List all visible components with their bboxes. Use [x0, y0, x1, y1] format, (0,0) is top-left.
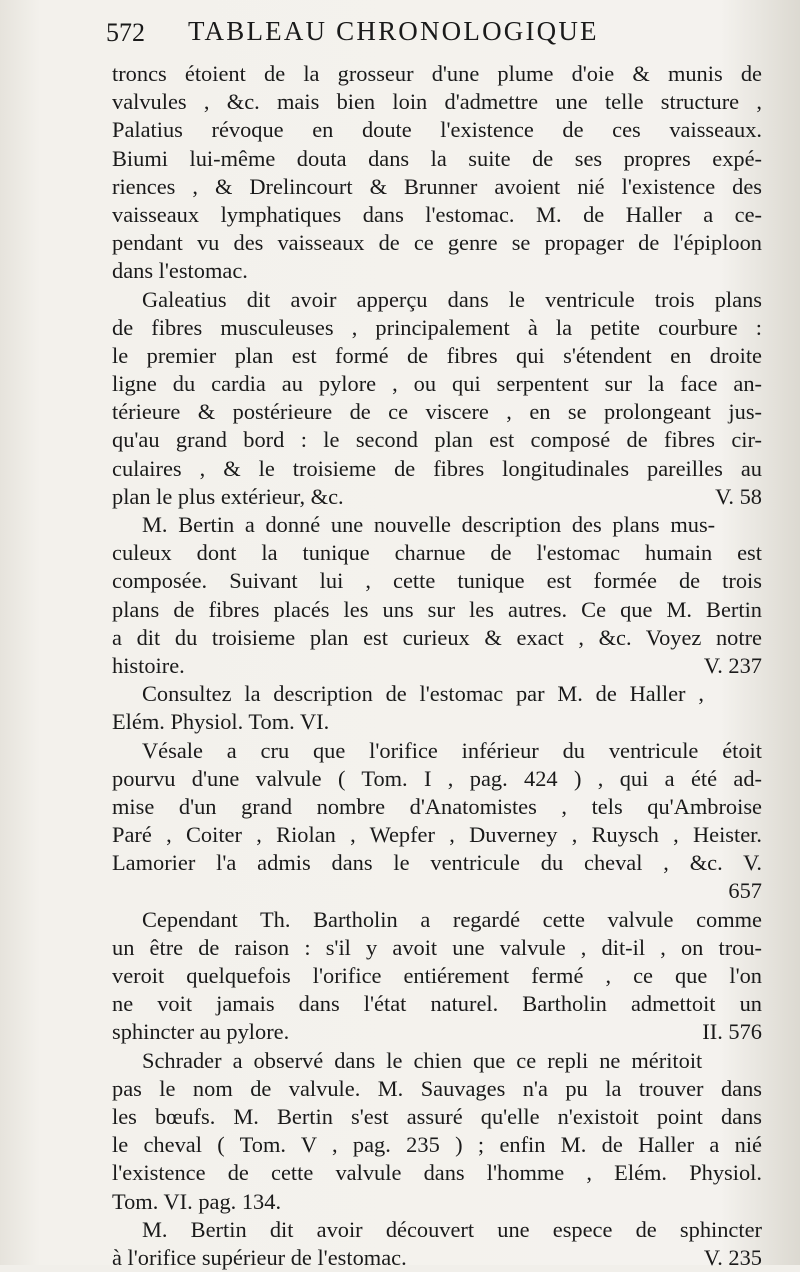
text-line: Palatius révoque en doute l'existence de ces vaisseaux.: [112, 117, 762, 143]
text-line: le cheval ( Tom. V , pag. 235 ) ; enfin M. de Haller a nié: [112, 1132, 762, 1158]
volume-reference: 657: [728, 878, 762, 904]
text-line: un être de raison : s'il y avoit une valvule , dit-il , on trou-: [112, 934, 762, 960]
text-line: Paré , Coiter , Riolan , Wepfer , Duverney , Ruysch , Heister.: [112, 822, 762, 848]
text-line: culaires , & le troisieme de fibres longitudinales pareilles au: [112, 455, 762, 481]
text-line: composée. Suivant lui , cette tunique est formée de trois: [112, 568, 762, 594]
text-line: térieure & postérieure de ce viscere , en se prolongeant jus-: [112, 399, 762, 425]
text-line: plans de fibres placés les uns sur les autres. Ce que M. Bertin: [112, 596, 762, 622]
text-line: Cependant Th. Bartholin a regardé cette valvule comme: [142, 906, 762, 932]
text-line: les bœufs. M. Bertin s'est assuré qu'elle n'existoit point dans: [112, 1103, 762, 1129]
text-line: valvules , &c. mais bien loin d'admettre une telle structure ,: [112, 89, 762, 115]
text-line: Galeatius dit avoir apperçu dans le ventricule trois plans: [142, 286, 762, 312]
volume-reference: V. 235: [703, 1244, 762, 1270]
text-line: plan le plus extérieur, &c. V. 58: [112, 483, 762, 511]
text-line: Tom. VI. pag. 134.: [112, 1188, 282, 1214]
text-line: Elém. Physiol. Tom. VI.: [112, 709, 330, 735]
volume-reference: II. 576: [702, 1019, 762, 1045]
text-line: le premier plan est formé de fibres qui s'étendent en droite: [112, 342, 762, 368]
text-line: à l'orifice supérieur de l'estomac. V. 235: [112, 1244, 762, 1272]
text-line: qu'au grand bord : le second plan est composé de fibres cir-: [112, 427, 762, 453]
text-line: sphincter au pylore. II. 576: [112, 1018, 762, 1046]
volume-reference: V. 58: [715, 483, 762, 509]
running-header: [106, 14, 686, 54]
text-line: M. Bertin a donné une nouvelle description des plans mus-: [142, 512, 716, 537]
text-line: ne voit jamais dans l'état naturel. Bartholin admettoit un: [112, 991, 762, 1017]
text-body: [112, 60, 762, 1272]
text-line: de fibres musculeuses , principalement à la petite courbure :: [112, 314, 762, 340]
text-line: culeux dont la tunique charnue de l'estomac humain est: [112, 540, 762, 566]
text-line: pourvu d'une valvule ( Tom. I , pag. 424 ) , qui a été ad-: [112, 765, 762, 791]
text-line: pas le nom de valvule. M. Sauvages n'a pu la trouver dans: [112, 1075, 762, 1101]
page-number: 572: [106, 18, 145, 47]
text-line: dans l'estomac.: [112, 258, 248, 284]
text-line: Schrader a observé dans le chien que ce repli ne méritoit: [142, 1047, 703, 1073]
text-line: l'existence de cette valvule dans l'homme , Elém. Physiol.: [112, 1160, 762, 1186]
text-line: Lamorier l'a admis dans le ventricule du cheval , &c. V.: [112, 850, 762, 876]
text-line: Consultez la description de l'estomac par M. de Haller ,: [142, 681, 704, 707]
text-line: M. Bertin dit avoir découvert une espece de sphincter: [142, 1216, 762, 1242]
text-line: vaisseaux lymphatiques dans l'estomac. M. de Haller a ce-: [112, 201, 762, 227]
text-line: troncs étoient de la grosseur d'une plume d'oie & munis de: [112, 61, 762, 86]
text-line: veroit quelquefois l'orifice entiérement fermé , ce que l'on: [112, 963, 762, 988]
volume-reference: V. 237: [703, 652, 762, 678]
text-line: Vésale a cru que l'orifice inférieur du ventricule étoit: [142, 737, 762, 763]
text-line: riences , & Drelincourt & Brunner avoient nié l'existence des: [112, 173, 762, 199]
text-line: Biumi lui-même douta dans la suite de ses propres expé-: [112, 145, 762, 171]
text-line: mise d'un grand nombre d'Anatomistes , tels qu'Ambroise: [112, 793, 762, 819]
page-title: TABLEAU CHRONOLOGIQUE: [188, 16, 599, 46]
text-line: ligne du cardia au pylore , ou qui serpentent sur la face an-: [112, 371, 762, 397]
text-line: histoire. V. 237: [112, 652, 762, 680]
text-line: a dit du troisieme plan est curieux & exact , &c. Voyez notre: [112, 624, 762, 650]
text-line: pendant vu des vaisseaux de ce genre se propager de l'épiploon: [112, 230, 762, 256]
